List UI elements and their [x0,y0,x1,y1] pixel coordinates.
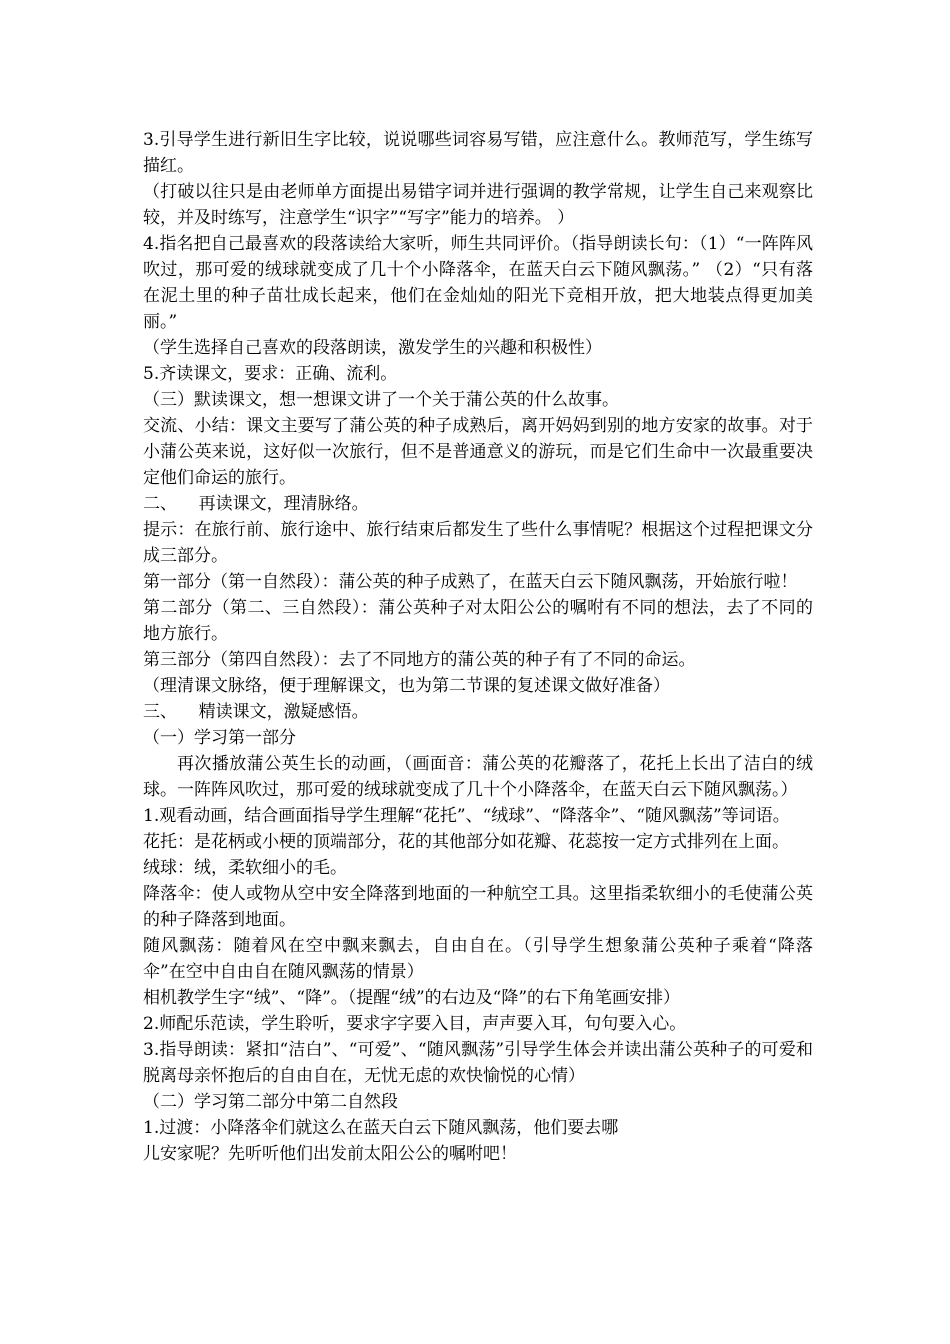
paragraph-transition-line-1: 1.过渡：小降落伞们就这么在蓝天白云下随风飘荡，他们要去哪 [143,1118,619,1138]
paragraph-guided-reading: 3.指导朗读：紧扣“洁白”、“可爱”、“随风飘荡”引导学生体会并读出蒲公英种子的可爱和脱离母亲怀抱后的自由自在，无忧无虑的欢快愉悦的心情） [143,1040,813,1086]
section-heading-3: （三）默读课文，想一想课文讲了一个关于蒲公英的什么故事。 [143,390,619,410]
definition-huatuo: 花托：是花柄或小梗的顶端部分，花的其他部分如花瓣、花蕊按一定方式排列在上面。 [143,832,789,852]
paragraph-part-three: 第三部分（第四自然段）：去了不同地方的蒲公英的种子有了不同的命运。 [143,650,696,670]
section-heading-part-3: 三、 精读课文，激疑感悟。 [143,702,369,722]
paragraph-note-1: （打破以往只是由老师单方面提出易错字词并进行强调的教学常规，让学生自己来观察比较，并及时练写，注意学生“识字”“写字”能力的培养。 ） [143,182,813,228]
paragraph-summary: 交流、小结：课文主要写了蒲公英的种子成熟后，离开妈妈到别的地方安家的故事。对于小蒲公英来说，这好似一次旅行，但不是普通意义的游玩，而是它们生命中一次最重要决定他们命运的旅行。 [143,416,813,488]
paragraph-teach-characters: 相机教学生字“绒”、“降”。（提醒“绒”的右边及“降”的右下角笔画安排） [143,988,681,1008]
paragraph-part-one: 第一部分（第一自然段）：蒲公英的种子成熟了，在蓝天白云下随风飘荡，开始旅行啦！ [143,572,798,592]
paragraph-model-reading: 2.师配乐范读，学生聆听，要求字字要入目，声声要入耳，句句要入心。 [143,1014,687,1034]
subheading-study-part-1: （一）学习第一部分 [143,728,296,748]
paragraph-step-4: 4.指名把自己最喜欢的段落读给大家听，师生共同评价。（指导朗读长句：（1）“一阵阵风吹过，那可爱的绒球就变成了几十个小降落伞，在蓝天白云下随风飘荡。” （2）“只有落在泥土里的种子苗壮成长起来，他们在金灿灿的阳光下竞相开放，把大地装点得更加美丽。” [143,234,813,332]
paragraph-step-3: 3.引导学生进行新旧生字比较，说说哪些词容易写错，应注意什么。教师范写，学生练写描红。 [143,130,813,176]
paragraph-watch-animation: 1.观看动画，结合画面指导学生理解“花托”、“绒球”、“降落伞”、“随风飘荡”等词语。 [143,806,790,826]
definition-rongqiu: 绒球：绒，柔软细小的毛。 [143,858,347,878]
paragraph-hint: 提示：在旅行前、旅行途中、旅行结束后都发生了些什么事情呢？根据这个过程把课文分成三部分。 [143,520,813,566]
paragraph-step-5: 5.齐读课文，要求：正确、流利。 [143,364,398,384]
paragraph-note-3: （理清课文脉络，便于理解课文，也为第二节课的复述课文做好准备） [143,676,670,696]
paragraph-note-2: （学生选择自己喜欢的段落朗读，激发学生的兴趣和积极性） [143,338,602,358]
subheading-study-part-2: （二）学习第二部分中第二自然段 [143,1092,398,1112]
paragraph-part-two: 第二部分（第二、三自然段）：蒲公英种子对太阳公公的嘱咐有不同的想法，去了不同的地方旅行。 [143,598,813,644]
paragraph-transition-line-2: 儿安家呢？先听听他们出发前太阳公公的嘱咐吧！ [143,1144,517,1164]
definition-suifengpiaodang: 随风飘荡：随着风在空中飘来飘去，自由自在。（引导学生想象蒲公英种子乘着“降落伞”在空中自由自在随风飘荡的情景） [143,936,813,982]
document-page [143,127,813,1167]
paragraph-animation: 再次播放蒲公英生长的动画，（画面音：蒲公英的花瓣落了，花托上长出了洁白的绒球。一阵阵风吹过，那可爱的绒球就变成了几十个小降落伞，在蓝天白云下随风飘荡。） [143,754,813,800]
definition-jiangluosan: 降落伞：使人或物从空中安全降落到地面的一种航空工具。这里指柔软细小的毛使蒲公英的种子降落到地面。 [143,884,813,930]
section-heading-part-2: 二、 再读课文，理清脉络。 [143,494,369,514]
